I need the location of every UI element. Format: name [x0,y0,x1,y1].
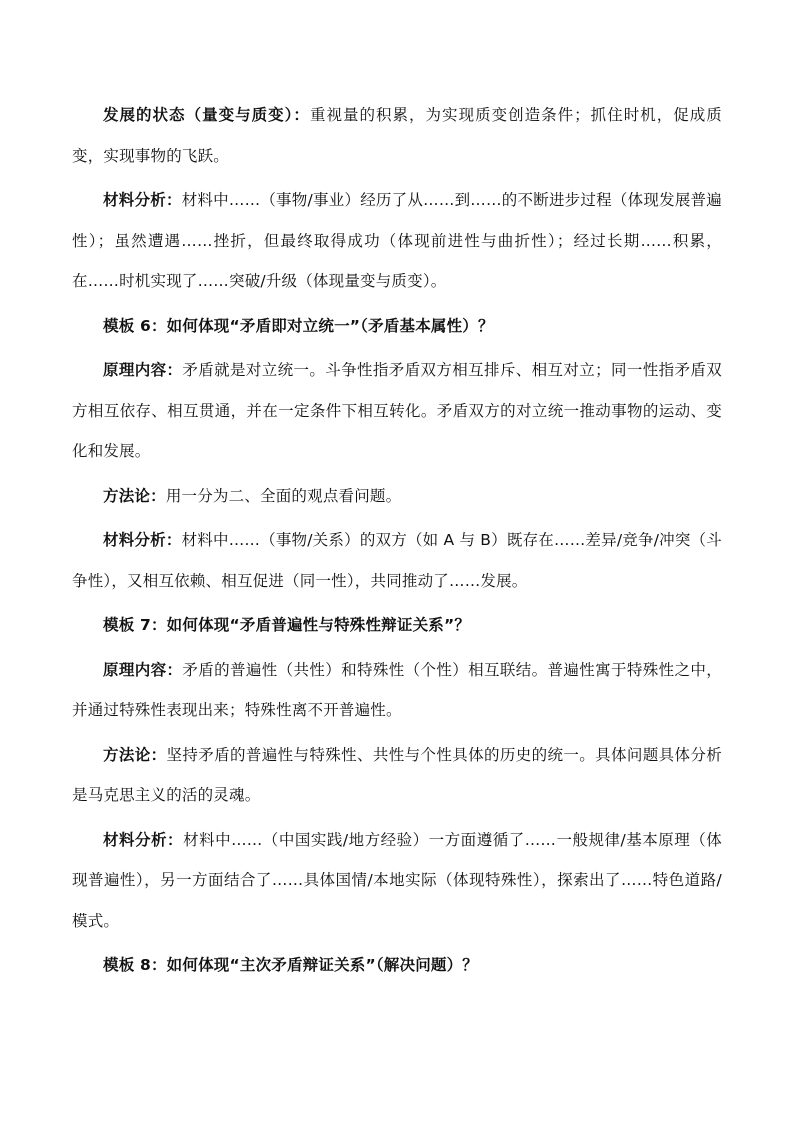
development-state-paragraph [72,95,722,176]
material-analysis-label: 材料分析： [103,830,184,849]
methodology-paragraph [72,735,722,816]
methodology-text: 用一分为二、全面的观点看问题。 [165,486,402,505]
material-analysis-paragraph [72,820,722,942]
principle-content-text: 矛盾就是对立统一。斗争性指矛盾双方相互排斥、相互对立；同一性指矛盾双方相互依存、相互贯通，并在一定条件下相互转化。矛盾双方的对立统一推动事物的运动、变化和发展。 [72,361,722,460]
methodology-text: 坚持矛盾的普遍性与特殊性、共性与个性具体的历史的统一。具体问题具体分析是马克思主义的活的灵魂。 [72,745,722,804]
material-analysis-label: 材料分析： [103,531,182,549]
material-analysis-text: 材料中……（中国实践/地方经验）一方面遵循了……一般规律/基本原理（体现普遍性），另一方面结合了……具体国情/本地实际（体现特殊性），探索出了……特色道路/模式。 [72,830,722,930]
methodology-label: 方法论： [103,745,167,764]
principle-content-text: 矛盾的普遍性（共性）和特殊性（个性）相互联结。普遍性寓于特殊性之中，并通过特殊性表现出来；特殊性离不开普遍性。 [72,660,722,719]
material-analysis-text: 材料中……（事物/关系）的双方（如 A 与 B）既存在……差异/竞争/冲突（斗争性），又相互依赖、相互促进（同一性），共同推动了……发展。 [72,531,722,590]
principle-content-paragraph [72,650,722,731]
methodology-label: 方法论： [103,486,166,505]
principle-content-paragraph [72,350,722,472]
material-analysis-text: 材料中……（事物/事业）经历了从……到……的不断进步过程（体现发展普遍性）；虽然遭遇……挫折，但最终取得成功（体现前进性与曲折性）；经过长期……积累，在……时机实现了……突破/升级（体现量变与质变）。 [72,191,722,290]
principle-content-label: 原理内容： [103,660,183,679]
template-8-heading: 模板 8：如何体现“主次矛盾辩证关系”（解决问题）？ [103,956,479,974]
material-analysis-paragraph [72,180,722,302]
development-state-label: 发展的状态（量变与质变）： [103,106,310,124]
methodology-paragraph [72,476,722,517]
template-6-heading: 模板 6：如何体现“矛盾即对立统一”（矛盾基本属性）？ [103,316,494,335]
material-analysis-paragraph [72,520,722,601]
development-state-text: 重视量的积累，为实现质变创造条件；抓住时机，促成质变，实现事物的飞跃。 [72,106,722,165]
material-analysis-label: 材料分析： [103,191,182,209]
template-7-heading: 模板 7：如何体现“矛盾普遍性与特殊性辩证关系”？ [103,616,471,634]
principle-content-label: 原理内容： [103,361,183,379]
